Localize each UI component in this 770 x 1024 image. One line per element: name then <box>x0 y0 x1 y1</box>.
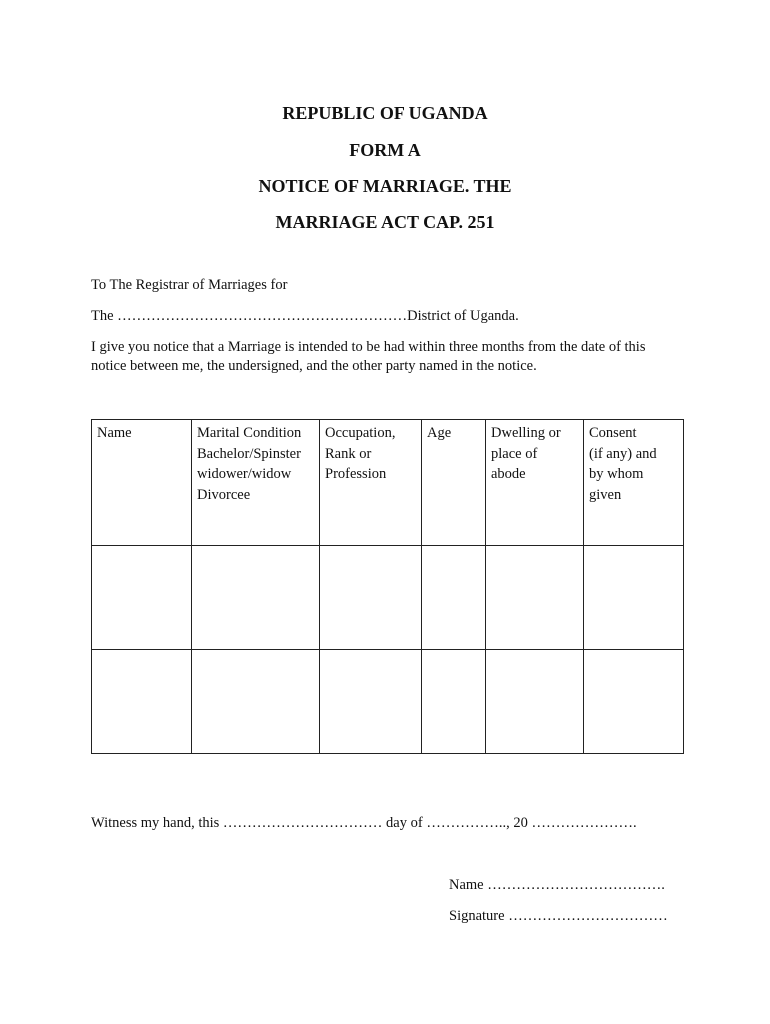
header-text: place of <box>491 445 538 462</box>
header-text: given <box>589 486 622 503</box>
cell-occupation[interactable] <box>320 546 422 650</box>
header-text: Marital Condition <box>197 425 302 441</box>
act-title: MARRIAGE ACT CAP. 251 <box>275 212 495 232</box>
cell-consent[interactable] <box>584 546 684 650</box>
column-header-name <box>92 420 192 546</box>
header-text: Bachelor/Spinster <box>197 445 301 462</box>
notice-text-line-2: notice between me, the undersigned, and the other party named in the notice. <box>91 358 537 374</box>
column-header-occupation <box>320 420 422 546</box>
cell-dwelling[interactable] <box>486 650 584 754</box>
cell-dwelling[interactable] <box>486 546 584 650</box>
cell-marital-condition[interactable] <box>192 650 320 754</box>
name-line[interactable]: Name ………………………………. <box>449 877 665 893</box>
cell-consent[interactable] <box>584 650 684 754</box>
table-header-row <box>92 420 684 546</box>
column-header-dwelling <box>486 420 584 546</box>
header-text: Occupation, <box>325 425 396 441</box>
form-title: FORM A <box>349 140 421 160</box>
registrar-line: To The Registrar of Marriages for <box>91 277 288 293</box>
header-text: (if any) and <box>589 445 657 462</box>
witness-line[interactable]: Witness my hand, this …………………………… day of …………….., 20 …………………. <box>91 815 637 831</box>
cell-name[interactable] <box>92 546 192 650</box>
district-line[interactable]: The ……………………………………………………District of Uganda. <box>91 308 519 324</box>
header-text: Consent <box>589 425 637 441</box>
header-text: Divorcee <box>197 486 251 503</box>
notice-text-line-1: I give you notice that a Marriage is intended to be had within three months from the date of this <box>91 339 646 355</box>
header-text: widower/widow <box>197 466 292 482</box>
signature-line[interactable]: Signature …………………………… <box>449 908 668 924</box>
header-text: Name <box>97 425 132 441</box>
header-text: Rank or <box>325 445 372 462</box>
notice-title: NOTICE OF MARRIAGE. THE <box>258 176 512 196</box>
table-row <box>92 546 684 650</box>
country-title: REPUBLIC OF UGANDA <box>282 103 488 123</box>
cell-age[interactable] <box>422 650 486 754</box>
column-header-consent <box>584 420 684 546</box>
cell-marital-condition[interactable] <box>192 546 320 650</box>
header-text: Dwelling or <box>491 425 561 441</box>
column-header-age <box>422 420 486 546</box>
column-header-marital-condition <box>192 420 320 546</box>
table-row <box>92 650 684 754</box>
header-text: Age <box>427 425 452 441</box>
header-text: by whom <box>589 466 644 482</box>
cell-occupation[interactable] <box>320 650 422 754</box>
header-text: abode <box>491 466 526 482</box>
header-text: Profession <box>325 466 387 482</box>
cell-age[interactable] <box>422 546 486 650</box>
parties-table <box>91 419 684 754</box>
cell-name[interactable] <box>92 650 192 754</box>
